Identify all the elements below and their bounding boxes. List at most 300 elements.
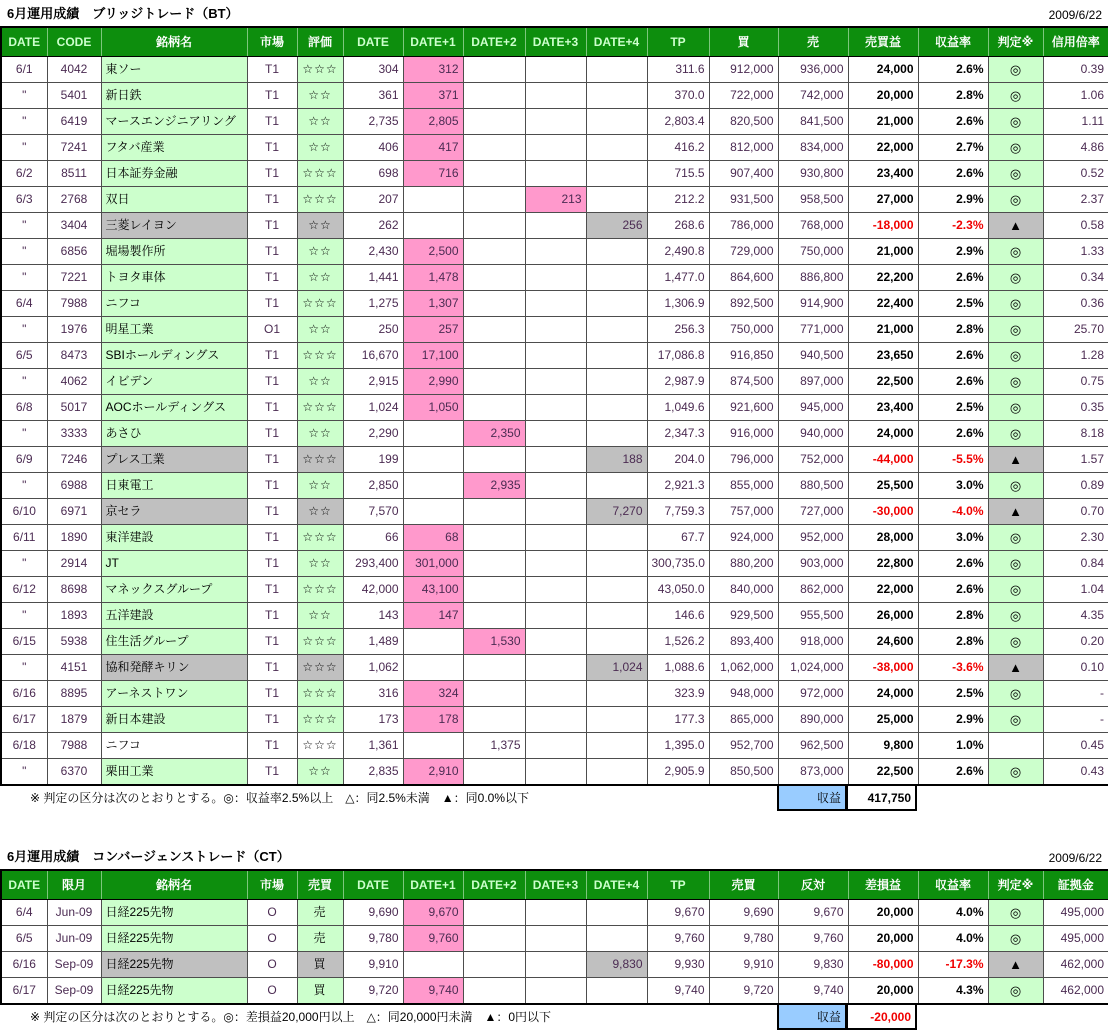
cell-buy-amount: 865,000 xyxy=(709,707,778,733)
cell-stock-name: ニフコ xyxy=(101,733,247,759)
cell-sell-amount: 914,900 xyxy=(778,291,848,317)
cell-date: 6/17 xyxy=(1,707,47,733)
cell-stock-name: 日経225先物 xyxy=(101,900,247,926)
column-header: 銘柄名 xyxy=(101,27,247,57)
cell-sell-amount: 750,000 xyxy=(778,239,848,265)
cell-judgement: ◎ xyxy=(988,239,1043,265)
cell-stock-name: イビデン xyxy=(101,369,247,395)
cell-price-day4: 1,024 xyxy=(586,655,647,681)
cell-profit: 28,000 xyxy=(848,525,918,551)
cell-buy-amount: 924,000 xyxy=(709,525,778,551)
cell-code: 6971 xyxy=(47,499,101,525)
cell-price-day3 xyxy=(525,681,586,707)
cell-price-day3 xyxy=(525,109,586,135)
cell-market: T1 xyxy=(247,187,297,213)
cell-market: T1 xyxy=(247,291,297,317)
cell-price-day0: 1,361 xyxy=(343,733,403,759)
cell-tp: 177.3 xyxy=(647,707,709,733)
cell-date: " xyxy=(1,551,47,577)
cell-return-rate: 2.9% xyxy=(918,239,988,265)
cell-market: T1 xyxy=(247,499,297,525)
cell-price-day4: 256 xyxy=(586,213,647,239)
cell-sell-amount: 962,500 xyxy=(778,733,848,759)
cell-profit: -18,000 xyxy=(848,213,918,239)
cell-rating: ☆☆ xyxy=(297,213,343,239)
cell-price-day0: 2,915 xyxy=(343,369,403,395)
cell-price-day1: 1,050 xyxy=(403,395,463,421)
cell-sell-amount: 873,000 xyxy=(778,759,848,786)
cell-price-day1 xyxy=(403,447,463,473)
cell-price-day1: 324 xyxy=(403,681,463,707)
cell-date: 6/5 xyxy=(1,926,47,952)
cell-credit-ratio: 2.30 xyxy=(1043,525,1108,551)
cell-buy-amount: 880,200 xyxy=(709,551,778,577)
cell-price-day0: 9,690 xyxy=(343,900,403,926)
cell-buy-amount: 850,500 xyxy=(709,759,778,786)
cell-tp: 9,740 xyxy=(647,978,709,1005)
cell-price-day0: 2,735 xyxy=(343,109,403,135)
cell-profit: 20,000 xyxy=(848,83,918,109)
cell-credit-ratio: 0.43 xyxy=(1043,759,1108,786)
cell-credit-ratio: 0.70 xyxy=(1043,499,1108,525)
cell-price-day4 xyxy=(586,395,647,421)
cell-tp: 370.0 xyxy=(647,83,709,109)
cell-judgement: ◎ xyxy=(988,343,1043,369)
cell-market: T1 xyxy=(247,369,297,395)
cell-price-day4 xyxy=(586,421,647,447)
cell-judgement: ▲ xyxy=(988,499,1043,525)
cell-date: 6/11 xyxy=(1,525,47,551)
cell-market: T1 xyxy=(247,629,297,655)
cell-price-day1 xyxy=(403,421,463,447)
cell-stock-name: JT xyxy=(101,551,247,577)
column-header: 判定※ xyxy=(988,27,1043,57)
column-header: 収益率 xyxy=(918,870,988,900)
column-header: 反対 xyxy=(778,870,848,900)
cell-price-day3 xyxy=(525,239,586,265)
cell-price-day4 xyxy=(586,57,647,83)
cell-price-day0: 2,850 xyxy=(343,473,403,499)
cell-return-rate: 2.5% xyxy=(918,395,988,421)
bt-title-line xyxy=(0,0,1108,26)
cell-date: 6/5 xyxy=(1,343,47,369)
table-row xyxy=(1,135,1108,161)
cell-return-rate: 2.5% xyxy=(918,681,988,707)
cell-price-day4 xyxy=(586,343,647,369)
cell-stock-name: フタバ産業 xyxy=(101,135,247,161)
cell-buy-amount: 893,400 xyxy=(709,629,778,655)
table-row xyxy=(1,952,1108,978)
cell-stock-name: 日経225先物 xyxy=(101,926,247,952)
column-header: 限月 xyxy=(47,870,101,900)
cell-profit: 24,000 xyxy=(848,681,918,707)
cell-buy-amount: 812,000 xyxy=(709,135,778,161)
cell-stock-name: 栗田工業 xyxy=(101,759,247,786)
cell-price-day2 xyxy=(463,655,525,681)
cell-price-day1 xyxy=(403,655,463,681)
cell-date: 6/2 xyxy=(1,161,47,187)
cell-stock-name: 東洋建設 xyxy=(101,525,247,551)
cell-price-day0: 316 xyxy=(343,681,403,707)
cell-tp: 715.5 xyxy=(647,161,709,187)
cell-credit-ratio: 0.36 xyxy=(1043,291,1108,317)
cell-rating: ☆☆☆ xyxy=(297,629,343,655)
cell-market: O xyxy=(247,926,297,952)
column-header: DATE+3 xyxy=(525,27,586,57)
cell-sell-amount: 940,500 xyxy=(778,343,848,369)
cell-date: " xyxy=(1,317,47,343)
cell-date: 6/4 xyxy=(1,291,47,317)
cell-credit-ratio: 0.10 xyxy=(1043,655,1108,681)
cell-price-day3 xyxy=(525,525,586,551)
cell-market: T1 xyxy=(247,733,297,759)
cell-price-day1: 301,000 xyxy=(403,551,463,577)
cell-rating: ☆☆☆ xyxy=(297,681,343,707)
cell-judgement: ◎ xyxy=(988,577,1043,603)
cell-price-day3 xyxy=(525,161,586,187)
cell-price-day1 xyxy=(403,499,463,525)
cell-credit-ratio: 1.06 xyxy=(1043,83,1108,109)
cell-buy-amount: 820,500 xyxy=(709,109,778,135)
cell-price-day0: 66 xyxy=(343,525,403,551)
cell-judgement: ◎ xyxy=(988,978,1043,1005)
cell-price-day0: 173 xyxy=(343,707,403,733)
cell-price-day4 xyxy=(586,525,647,551)
cell-return-rate: 2.6% xyxy=(918,759,988,786)
cell-rating: ☆☆☆ xyxy=(297,57,343,83)
cell-tp: 7,759.3 xyxy=(647,499,709,525)
cell-profit: -38,000 xyxy=(848,655,918,681)
cell-contract-month: Sep-09 xyxy=(47,978,101,1005)
cell-price-day0: 9,910 xyxy=(343,952,403,978)
cell-stock-name: 三菱レイヨン xyxy=(101,213,247,239)
cell-sell-amount: 972,000 xyxy=(778,681,848,707)
cell-price-day2 xyxy=(463,978,525,1005)
cell-return-rate: 2.6% xyxy=(918,551,988,577)
section-gap xyxy=(0,811,1108,843)
column-header: DATE+1 xyxy=(403,27,463,57)
column-header: 買 xyxy=(709,27,778,57)
cell-buy-amount: 1,062,000 xyxy=(709,655,778,681)
cell-market: T1 xyxy=(247,239,297,265)
cell-rating: ☆☆ xyxy=(297,421,343,447)
cell-sell-amount: 862,000 xyxy=(778,577,848,603)
cell-credit-ratio: 1.28 xyxy=(1043,343,1108,369)
cell-price-day3 xyxy=(525,395,586,421)
cell-credit-ratio: 0.52 xyxy=(1043,161,1108,187)
cell-price-day1 xyxy=(403,473,463,499)
table-row xyxy=(1,733,1108,759)
cell-price-day3 xyxy=(525,900,586,926)
cell-date: 6/10 xyxy=(1,499,47,525)
cell-return-rate: -4.0% xyxy=(918,499,988,525)
column-header: 市場 xyxy=(247,27,297,57)
table-row xyxy=(1,265,1108,291)
table-row xyxy=(1,83,1108,109)
column-header: DATE xyxy=(1,27,47,57)
cell-profit: 24,000 xyxy=(848,421,918,447)
cell-stock-name: 住生活グループ xyxy=(101,629,247,655)
cell-return-rate: 2.6% xyxy=(918,369,988,395)
cell-code: 7246 xyxy=(47,447,101,473)
table-row xyxy=(1,369,1108,395)
cell-sell-amount: 897,000 xyxy=(778,369,848,395)
cell-judgement: ◎ xyxy=(988,473,1043,499)
cell-tp: 9,760 xyxy=(647,926,709,952)
cell-stock-name: 日本証券金融 xyxy=(101,161,247,187)
cell-price-day1: 417 xyxy=(403,135,463,161)
cell-price-day1: 2,990 xyxy=(403,369,463,395)
cell-date: 6/16 xyxy=(1,952,47,978)
cell-price-day2: 1,375 xyxy=(463,733,525,759)
cell-date: " xyxy=(1,473,47,499)
cell-return-rate: 4.0% xyxy=(918,900,988,926)
cell-rating: ☆☆ xyxy=(297,551,343,577)
cell-price-day2 xyxy=(463,447,525,473)
cell-rating: ☆☆ xyxy=(297,499,343,525)
table-row xyxy=(1,213,1108,239)
cell-credit-ratio: 1.57 xyxy=(1043,447,1108,473)
cell-rating: ☆☆☆ xyxy=(297,291,343,317)
cell-price-day1: 9,740 xyxy=(403,978,463,1005)
table-row xyxy=(1,577,1108,603)
cell-market: T1 xyxy=(247,655,297,681)
cell-code: 3333 xyxy=(47,421,101,447)
cell-return-rate: 1.0% xyxy=(918,733,988,759)
cell-buy-amount: 864,600 xyxy=(709,265,778,291)
cell-buy-amount: 929,500 xyxy=(709,603,778,629)
cell-price-day2 xyxy=(463,265,525,291)
cell-judgement: ▲ xyxy=(988,447,1043,473)
cell-price-day3 xyxy=(525,733,586,759)
cell-market: T1 xyxy=(247,759,297,786)
cell-price-day2 xyxy=(463,239,525,265)
cell-buy-amount: 855,000 xyxy=(709,473,778,499)
cell-price-day2: 2,935 xyxy=(463,473,525,499)
cell-price-day1: 371 xyxy=(403,83,463,109)
cell-market: O xyxy=(247,900,297,926)
cell-stock-name: 京セラ xyxy=(101,499,247,525)
column-header: 売買 xyxy=(709,870,778,900)
cell-opposite-price: 9,670 xyxy=(778,900,848,926)
cell-rating: ☆☆ xyxy=(297,603,343,629)
cell-judgement: ◎ xyxy=(988,83,1043,109)
cell-tp: 256.3 xyxy=(647,317,709,343)
cell-profit: 27,000 xyxy=(848,187,918,213)
column-header: 差損益 xyxy=(848,870,918,900)
cell-market: T1 xyxy=(247,473,297,499)
cell-price-day4 xyxy=(586,551,647,577)
cell-profit: 22,800 xyxy=(848,551,918,577)
cell-tp: 2,347.3 xyxy=(647,421,709,447)
cell-judgement: ◎ xyxy=(988,525,1043,551)
cell-judgement: ◎ xyxy=(988,629,1043,655)
cell-credit-ratio: 0.58 xyxy=(1043,213,1108,239)
cell-price-day1 xyxy=(403,733,463,759)
cell-judgement: ▲ xyxy=(988,213,1043,239)
cell-price-day2 xyxy=(463,499,525,525)
cell-price-day0: 1,489 xyxy=(343,629,403,655)
cell-rating: ☆☆☆ xyxy=(297,187,343,213)
cell-stock-name: トヨタ車体 xyxy=(101,265,247,291)
cell-sell-amount: 752,000 xyxy=(778,447,848,473)
cell-price-day2: 2,350 xyxy=(463,421,525,447)
table-row xyxy=(1,629,1108,655)
cell-price-day4 xyxy=(586,707,647,733)
cell-code: 6988 xyxy=(47,473,101,499)
convergence-trade-table xyxy=(0,869,1108,1005)
cell-price-day4 xyxy=(586,265,647,291)
cell-profit: 26,000 xyxy=(848,603,918,629)
cell-tp: 67.7 xyxy=(647,525,709,551)
cell-buy-amount: 921,600 xyxy=(709,395,778,421)
cell-rating: ☆☆ xyxy=(297,83,343,109)
cell-return-rate: -17.3% xyxy=(918,952,988,978)
cell-return-rate: 2.6% xyxy=(918,265,988,291)
cell-rating: ☆☆☆ xyxy=(297,655,343,681)
cell-trade-price: 9,780 xyxy=(709,926,778,952)
cell-buy-amount: 874,500 xyxy=(709,369,778,395)
cell-market: T1 xyxy=(247,525,297,551)
cell-return-rate: 3.0% xyxy=(918,473,988,499)
cell-sell-amount: 880,500 xyxy=(778,473,848,499)
bt-total-label: 収益 xyxy=(777,784,847,811)
column-header: 売 xyxy=(778,27,848,57)
cell-return-rate: 2.8% xyxy=(918,603,988,629)
cell-contract-month: Jun-09 xyxy=(47,926,101,952)
cell-date: 6/15 xyxy=(1,629,47,655)
cell-judgement: ◎ xyxy=(988,161,1043,187)
cell-tp: 1,395.0 xyxy=(647,733,709,759)
cell-judgement: ◎ xyxy=(988,291,1043,317)
cell-rating: ☆☆ xyxy=(297,109,343,135)
cell-judgement: ◎ xyxy=(988,603,1043,629)
table-row xyxy=(1,317,1108,343)
table-row xyxy=(1,421,1108,447)
column-header: DATE+4 xyxy=(586,870,647,900)
column-header: 評価 xyxy=(297,27,343,57)
cell-date: 6/9 xyxy=(1,447,47,473)
column-header: TP xyxy=(647,870,709,900)
cell-return-rate: 2.5% xyxy=(918,291,988,317)
cell-price-day1: 147 xyxy=(403,603,463,629)
cell-price-day4 xyxy=(586,681,647,707)
cell-judgement: ◎ xyxy=(988,421,1043,447)
column-header: 信用倍率 xyxy=(1043,27,1108,57)
cell-code: 8698 xyxy=(47,577,101,603)
cell-tp: 2,803.4 xyxy=(647,109,709,135)
cell-return-rate: 2.6% xyxy=(918,343,988,369)
cell-stock-name: 双日 xyxy=(101,187,247,213)
cell-rating: ☆☆ xyxy=(297,265,343,291)
bt-report-date: 2009/6/22 xyxy=(1048,8,1102,22)
cell-credit-ratio: 4.35 xyxy=(1043,603,1108,629)
cell-price-day2 xyxy=(463,707,525,733)
cell-price-day0: 7,570 xyxy=(343,499,403,525)
cell-date: " xyxy=(1,239,47,265)
cell-price-day4 xyxy=(586,577,647,603)
cell-sell-amount: 958,500 xyxy=(778,187,848,213)
bridge-trade-table xyxy=(0,26,1108,786)
cell-sell-amount: 1,024,000 xyxy=(778,655,848,681)
cell-stock-name: ニフコ xyxy=(101,291,247,317)
cell-price-day3 xyxy=(525,759,586,786)
cell-buy-amount: 757,000 xyxy=(709,499,778,525)
cell-judgement: ◎ xyxy=(988,759,1043,786)
cell-buy-amount: 952,700 xyxy=(709,733,778,759)
cell-code: 5938 xyxy=(47,629,101,655)
cell-price-day2 xyxy=(463,317,525,343)
cell-profit: 23,650 xyxy=(848,343,918,369)
cell-rating: ☆☆☆ xyxy=(297,525,343,551)
cell-market: T1 xyxy=(247,57,297,83)
cell-price-day4 xyxy=(586,473,647,499)
column-header: CODE xyxy=(47,27,101,57)
cell-price-day3 xyxy=(525,317,586,343)
cell-market: T1 xyxy=(247,395,297,421)
cell-opposite-price: 9,830 xyxy=(778,952,848,978)
cell-credit-ratio: 1.04 xyxy=(1043,577,1108,603)
column-header: 売買益 xyxy=(848,27,918,57)
cell-profit: 22,500 xyxy=(848,369,918,395)
cell-price-day2 xyxy=(463,551,525,577)
cell-return-rate: 2.6% xyxy=(918,577,988,603)
cell-profit: 25,500 xyxy=(848,473,918,499)
cell-stock-name: マースエンジニアリング xyxy=(101,109,247,135)
cell-credit-ratio: 1.11 xyxy=(1043,109,1108,135)
table-row xyxy=(1,187,1108,213)
cell-buy-amount: 931,500 xyxy=(709,187,778,213)
cell-stock-name: 日経225先物 xyxy=(101,952,247,978)
cell-market: O xyxy=(247,952,297,978)
cell-trade-price: 9,690 xyxy=(709,900,778,926)
table-row xyxy=(1,707,1108,733)
cell-price-day1: 2,805 xyxy=(403,109,463,135)
cell-date: " xyxy=(1,421,47,447)
cell-buy-amount: 750,000 xyxy=(709,317,778,343)
cell-code: 5017 xyxy=(47,395,101,421)
cell-tp: 1,088.6 xyxy=(647,655,709,681)
cell-code: 1890 xyxy=(47,525,101,551)
cell-sell-amount: 940,000 xyxy=(778,421,848,447)
table-row xyxy=(1,343,1108,369)
cell-price-day1: 68 xyxy=(403,525,463,551)
cell-price-day3 xyxy=(525,291,586,317)
cell-judgement: ◎ xyxy=(988,681,1043,707)
table-row xyxy=(1,161,1108,187)
cell-code: 5401 xyxy=(47,83,101,109)
cell-profit: 23,400 xyxy=(848,395,918,421)
cell-price-day0: 1,062 xyxy=(343,655,403,681)
cell-opposite-price: 9,760 xyxy=(778,926,848,952)
cell-stock-name: マネックスグループ xyxy=(101,577,247,603)
cell-trade-side: 買 xyxy=(297,952,343,978)
cell-trade-price: 9,910 xyxy=(709,952,778,978)
cell-price-day1: 1,307 xyxy=(403,291,463,317)
cell-price-day0: 2,430 xyxy=(343,239,403,265)
cell-date: " xyxy=(1,213,47,239)
cell-sell-amount: 918,000 xyxy=(778,629,848,655)
table-row xyxy=(1,473,1108,499)
cell-price-day3 xyxy=(525,707,586,733)
cell-stock-name: 五洋建設 xyxy=(101,603,247,629)
column-header: DATE+2 xyxy=(463,27,525,57)
cell-margin: 462,000 xyxy=(1043,952,1108,978)
cell-price-day0: 9,780 xyxy=(343,926,403,952)
cell-profit: 20,000 xyxy=(848,900,918,926)
cell-credit-ratio: 0.84 xyxy=(1043,551,1108,577)
cell-sell-amount: 727,000 xyxy=(778,499,848,525)
